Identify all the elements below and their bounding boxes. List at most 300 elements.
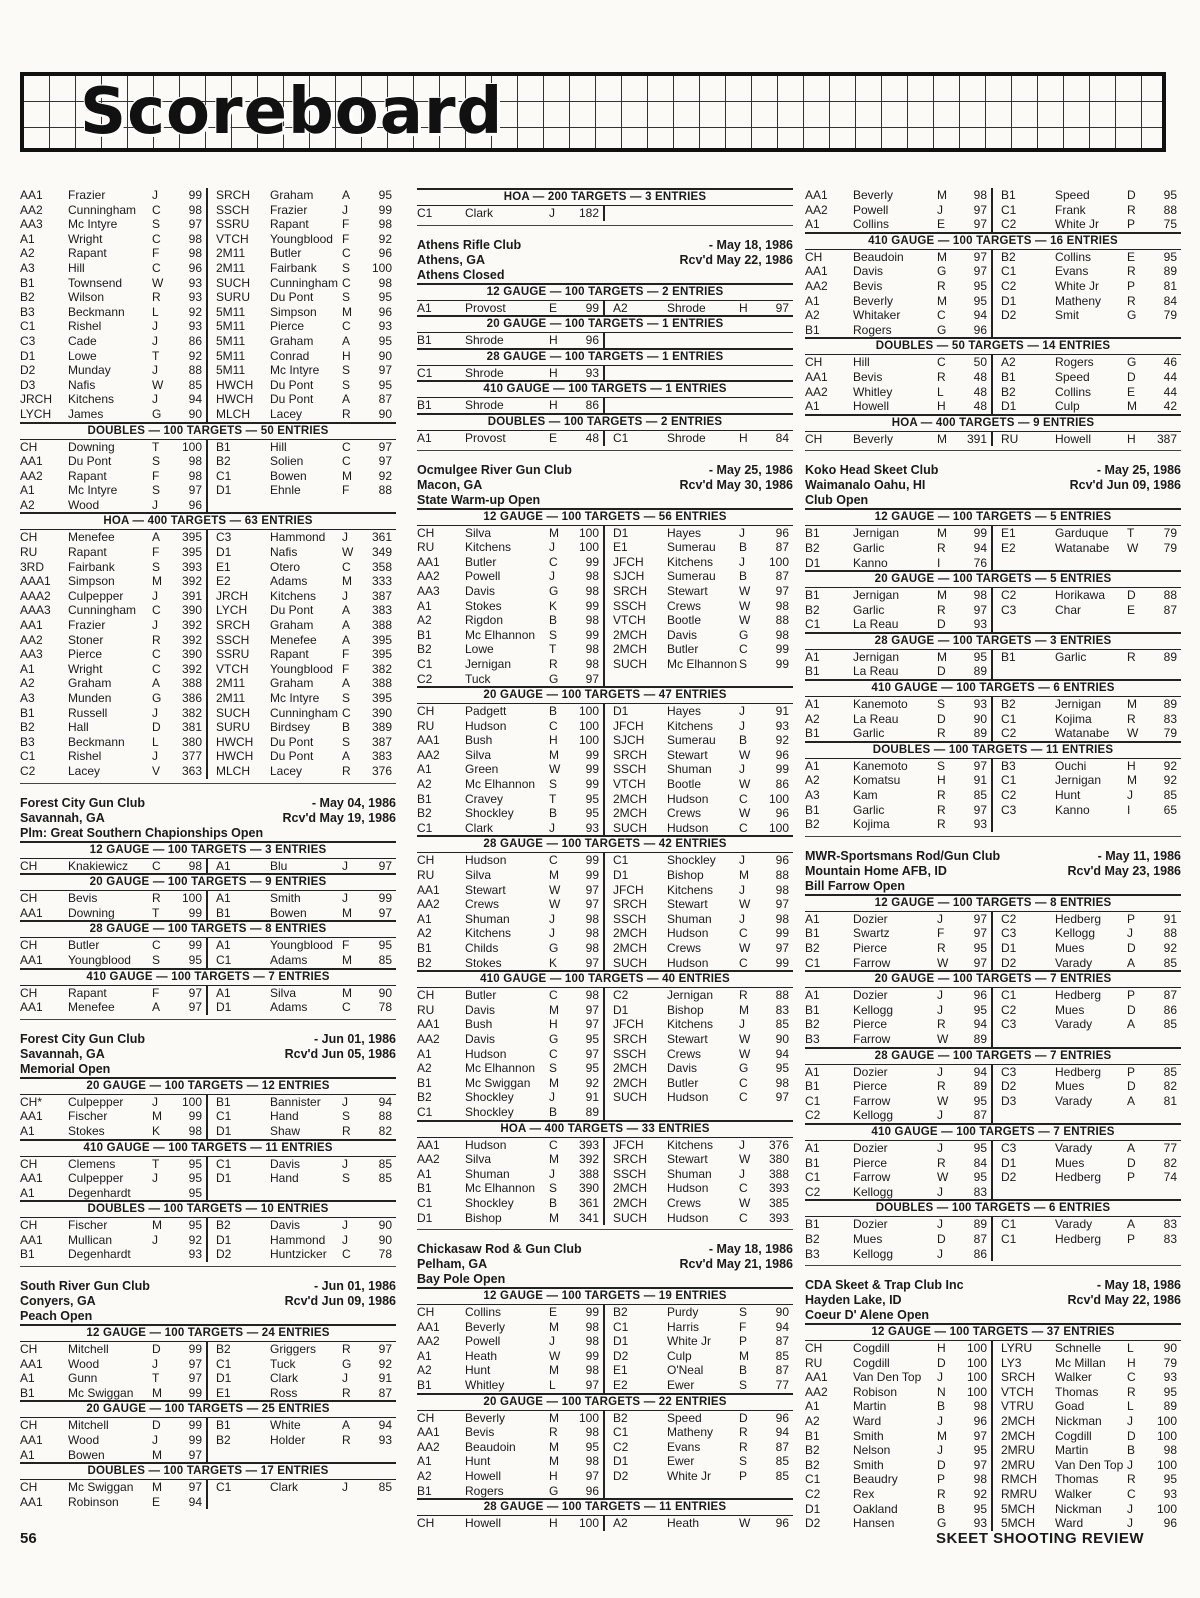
shooter-initial: C <box>152 202 161 217</box>
event-heading: 410 GAUGE — 100 TARGETS — 40 ENTRIES <box>417 970 793 988</box>
shooter-initial: L <box>937 384 944 399</box>
shooter-name: Butler <box>667 642 699 657</box>
shooter-initial: R <box>549 656 558 671</box>
table-row <box>20 1357 396 1372</box>
table-row <box>417 733 793 748</box>
table-row <box>805 926 1181 941</box>
score: 77 <box>1163 1140 1177 1155</box>
score: 99 <box>188 938 202 953</box>
table-row <box>20 603 396 618</box>
shooter-name: Garlic <box>853 540 885 555</box>
shooter-name: Frazier <box>68 188 106 202</box>
score: 99 <box>585 777 599 792</box>
result-left <box>417 912 605 927</box>
result-right <box>993 650 1181 665</box>
shooter-initial: S <box>342 1109 351 1124</box>
shooter-initial: C <box>342 275 351 290</box>
result-right <box>208 363 396 378</box>
shooter-name: Dozier <box>853 1140 888 1155</box>
table-row <box>805 697 1181 712</box>
class-code <box>613 672 667 687</box>
result-right <box>993 617 1181 632</box>
table-row <box>20 986 396 1001</box>
shooter-name: Varady <box>1055 1140 1093 1155</box>
table-row <box>805 817 1181 832</box>
shooter-initial: C <box>549 718 558 733</box>
result-left <box>20 1000 208 1015</box>
class-code: E2 <box>1001 540 1016 555</box>
column-3 <box>805 188 1181 1531</box>
shooter-name: Kitchens <box>667 718 714 733</box>
shooter-initial: H <box>549 333 558 348</box>
class-code: AAA1 <box>20 574 51 589</box>
class-code: HWCH <box>216 734 254 749</box>
shooter-initial <box>342 1448 364 1463</box>
shooter-name <box>1055 664 1127 679</box>
shooter-initial: S <box>152 952 161 967</box>
class-code: CH <box>417 1305 435 1320</box>
class-code: 2MCH <box>1001 1414 1036 1429</box>
result-left <box>20 349 208 364</box>
class-code: C2 <box>1001 1002 1017 1017</box>
result-left <box>20 938 208 953</box>
shooter-name: Birdsey <box>270 720 311 735</box>
shooter-initial: C <box>549 1046 558 1061</box>
class-code: SJCH <box>613 733 645 748</box>
shooter-initial: F <box>152 468 160 483</box>
shooter-initial: S <box>739 1454 748 1469</box>
club-header <box>805 463 1181 508</box>
result-left <box>805 541 993 556</box>
class-code <box>216 498 270 513</box>
class-code: C1 <box>417 820 433 835</box>
score: 388 <box>181 676 202 691</box>
score: 395 <box>371 632 392 647</box>
shooter-initial: J <box>739 882 745 897</box>
shooter-name: Shockley <box>465 806 514 821</box>
result-right <box>208 1233 396 1248</box>
shooter-name: Varady <box>1055 1217 1093 1232</box>
table-row <box>20 1095 396 1110</box>
score: 95 <box>1163 1472 1177 1487</box>
table-row <box>20 1247 396 1262</box>
shooter-name: Dozier <box>853 1064 888 1079</box>
shooter-initial: R <box>937 802 946 817</box>
class-code: CH <box>417 704 435 719</box>
shooter-name: Cunningham <box>270 705 339 720</box>
class-code: CH <box>20 1480 38 1495</box>
class-code: LYCH <box>216 603 248 618</box>
shooter-name: Shaw <box>270 1123 301 1138</box>
shooter-initial: J <box>739 718 745 733</box>
class-code: CH <box>417 853 435 868</box>
shooter-initial: T <box>1127 526 1135 541</box>
shooter-initial: S <box>549 1181 558 1196</box>
result-left <box>20 305 208 320</box>
result-right <box>993 1341 1181 1356</box>
club-line <box>805 1293 1181 1308</box>
score: 90 <box>378 1218 392 1233</box>
score: 95 <box>585 1439 599 1454</box>
shooter-initial: J <box>152 705 158 720</box>
shooter-name: Bishop <box>465 1210 502 1225</box>
table-row <box>417 868 793 883</box>
shooter-initial: W <box>1127 540 1139 555</box>
result-right <box>605 748 793 763</box>
event-heading: 28 GAUGE — 100 TARGETS — 1 ENTRIES <box>417 348 793 366</box>
class-code: SRCH <box>613 583 648 598</box>
result-right <box>208 603 396 618</box>
event-heading: 12 GAUGE — 100 TARGETS — 8 ENTRIES <box>805 894 1181 912</box>
shooter-name: Wright <box>68 231 103 246</box>
club-line <box>417 478 793 493</box>
shooter-initial: R <box>342 1433 351 1448</box>
club-line <box>805 493 1181 508</box>
event-heading: DOUBLES — 100 TARGETS — 6 ENTRIES <box>805 1199 1181 1217</box>
event-heading: 20 GAUGE — 100 TARGETS — 47 ENTRIES <box>417 686 793 704</box>
shooter-initial: J <box>152 1232 158 1247</box>
club-name: Ocmulgee River Gun Club <box>417 462 572 477</box>
section-end-rule <box>805 446 1181 451</box>
table-row <box>20 1342 396 1357</box>
score: 393 <box>768 1210 789 1225</box>
score: 89 <box>973 726 987 741</box>
score: 87 <box>775 1334 789 1349</box>
result-left <box>417 569 605 584</box>
result-left <box>20 906 208 921</box>
result-right <box>208 1124 396 1139</box>
result-left <box>417 1516 605 1531</box>
class-code: C1 <box>216 468 232 483</box>
class-code: AA2 <box>417 747 440 762</box>
score: 100 <box>1156 1457 1177 1472</box>
class-code: C3 <box>1001 1140 1017 1155</box>
shooter-initial: R <box>1127 1384 1136 1399</box>
shooter-name: Hand <box>270 1171 299 1186</box>
result-left <box>805 588 993 603</box>
shooter-initial: W <box>342 545 354 560</box>
shooter-name <box>1055 1108 1127 1123</box>
shooter-initial: C <box>342 454 351 469</box>
shooter-initial: A <box>1127 1017 1136 1032</box>
score: 87 <box>973 1108 987 1123</box>
result-right <box>208 764 396 779</box>
table-row <box>20 574 396 589</box>
shooter-name: Kitchens <box>667 554 714 569</box>
shooter-initial: E <box>152 1494 161 1509</box>
result-left <box>805 988 993 1003</box>
result-right <box>993 956 1181 971</box>
result-left <box>417 777 605 792</box>
shooter-name: Hunt <box>465 1363 491 1378</box>
class-code: VTRU <box>1001 1399 1034 1414</box>
event-heading: 12 GAUGE — 100 TARGETS — 19 ENTRIES <box>417 1287 793 1305</box>
shooter-initial: J <box>739 762 745 777</box>
shooter-initial: R <box>937 278 946 293</box>
shooter-initial <box>1127 323 1149 338</box>
class-code: LYRU <box>1001 1341 1033 1356</box>
table-row <box>417 613 793 628</box>
score: 85 <box>378 1171 392 1186</box>
result-left <box>805 1247 993 1262</box>
result-right <box>993 217 1181 232</box>
shooter-name: Crews <box>667 1195 702 1210</box>
shooter-name: Rapant <box>68 545 107 560</box>
shooter-initial: E <box>549 430 558 445</box>
shooter-initial: J <box>342 1156 348 1171</box>
shooter-initial: S <box>342 290 351 305</box>
result-right <box>993 1065 1181 1080</box>
magazine-name: SKEET SHOOTING REVIEW <box>935 1530 1144 1547</box>
received-date: Rcv'd May 21, 1986 <box>679 1257 793 1272</box>
shooter-name: Fairbank <box>68 559 115 574</box>
score: 97 <box>973 758 987 773</box>
shooter-name: Dozier <box>853 911 888 926</box>
table-row <box>20 560 396 575</box>
class-code: C1 <box>1001 773 1017 788</box>
shooter-initial: M <box>937 431 947 446</box>
club-header <box>20 1279 396 1324</box>
shooter-initial: J <box>342 1218 348 1233</box>
shooter-name: Mc Intyre <box>270 691 320 705</box>
result-right <box>208 246 396 261</box>
score <box>1149 617 1181 632</box>
result-right <box>993 697 1181 712</box>
score: 385 <box>768 1195 789 1210</box>
shooter-initial: R <box>152 891 161 906</box>
shoot-date: - May 18, 1986 <box>708 237 793 252</box>
class-code: C3 <box>1001 1017 1017 1032</box>
score: 97 <box>378 905 392 920</box>
class-code: A1 <box>805 217 820 232</box>
class-code: AA1 <box>20 188 43 202</box>
shooter-initial: S <box>152 217 161 232</box>
result-left <box>805 1170 993 1185</box>
result-right <box>605 1440 793 1455</box>
shooter-initial: J <box>342 858 348 873</box>
score: 100 <box>1156 1414 1177 1429</box>
score: 97 <box>973 602 987 617</box>
result-left <box>417 657 605 672</box>
score: 89 <box>973 1079 987 1094</box>
result-right <box>208 574 396 589</box>
shooter-initial: H <box>549 1017 558 1032</box>
club-line <box>417 493 793 508</box>
club-line <box>805 463 1181 478</box>
shooter-initial: M <box>1127 697 1137 712</box>
table-row <box>805 664 1181 679</box>
class-code: AA1 <box>417 1319 440 1334</box>
result-right <box>208 891 396 906</box>
result-left <box>417 883 605 898</box>
score: 93 <box>188 1247 202 1262</box>
shooter-name: Sumerau <box>667 540 716 555</box>
shooter-name: Butler <box>465 554 497 569</box>
score: 83 <box>1163 1231 1177 1246</box>
class-code: AA1 <box>20 1433 43 1448</box>
class-code: B2 <box>805 817 820 832</box>
class-code: A1 <box>20 1185 35 1200</box>
shooter-initial: C <box>152 661 161 676</box>
table-row <box>805 385 1181 400</box>
class-code: D1 <box>805 1501 821 1516</box>
score: 100 <box>578 733 599 748</box>
shooter-initial: T <box>152 439 160 454</box>
shooter-initial: M <box>152 1447 162 1462</box>
table-row <box>805 1185 1181 1200</box>
table-row <box>20 392 396 407</box>
shooter-initial: M <box>937 249 947 264</box>
shooter-name: Varady <box>1055 955 1093 970</box>
class-code: A1 <box>417 598 432 613</box>
table-row <box>417 1349 793 1364</box>
class-code <box>1001 556 1055 571</box>
score: 87 <box>775 569 789 584</box>
shooter-name: Lacey <box>270 763 303 778</box>
result-right <box>993 712 1181 727</box>
shooter-initial: C <box>549 988 558 1003</box>
table-row <box>805 1443 1181 1458</box>
class-code: D3 <box>1001 1093 1017 1108</box>
class-code: D1 <box>1001 293 1017 308</box>
table-row <box>417 1484 793 1499</box>
shooter-initial: R <box>937 1487 946 1502</box>
shooter-name <box>667 366 739 381</box>
shooter-name: Simpson <box>68 574 115 589</box>
result-left <box>417 1425 605 1440</box>
score: 97 <box>973 202 987 217</box>
shoot-date: - May 18, 1986 <box>708 1242 793 1257</box>
class-code: D1 <box>613 525 629 540</box>
shooter-initial: M <box>1127 399 1137 414</box>
score: 100 <box>768 791 789 806</box>
class-code <box>613 206 667 221</box>
shooter-name: Wood <box>68 497 100 512</box>
result-right <box>605 1516 793 1531</box>
page-number: 56 <box>20 1530 37 1547</box>
table-row <box>805 1217 1181 1232</box>
result-left <box>20 1157 208 1172</box>
shooter-initial: A <box>342 603 351 618</box>
shooter-name: Mc Elhannon <box>465 627 536 642</box>
shooter-name: Holder <box>270 1433 306 1448</box>
score: 93 <box>1163 1370 1177 1385</box>
score: 92 <box>1163 773 1177 788</box>
score: 99 <box>585 868 599 883</box>
shooter-initial: W <box>739 1046 751 1061</box>
shooter-name: Ward <box>1055 1516 1084 1531</box>
shooter-initial: F <box>342 217 350 232</box>
table-row <box>417 988 793 1003</box>
shooter-name: Whitley <box>853 384 893 399</box>
table-row <box>417 301 793 316</box>
table-row <box>805 1458 1181 1473</box>
result-left <box>805 1356 993 1371</box>
score: 90 <box>378 348 392 363</box>
shooter-initial: C <box>1127 1370 1136 1385</box>
shooter-initial: B <box>1127 1443 1136 1458</box>
event-heading: 20 GAUGE — 100 TARGETS — 12 ENTRIES <box>20 1077 396 1095</box>
shooter-name: Kam <box>853 788 878 803</box>
table-row <box>805 617 1181 632</box>
class-code: AA1 <box>20 1171 43 1186</box>
shooter-initial <box>739 206 761 221</box>
class-code: B1 <box>417 1483 432 1498</box>
shooter-initial: R <box>152 290 161 305</box>
class-code: A1 <box>417 911 432 926</box>
score: 98 <box>188 231 202 246</box>
class-code: 2MCH <box>613 1181 648 1196</box>
score: 94 <box>973 1017 987 1032</box>
result-left <box>805 759 993 774</box>
class-code: A1 <box>417 1454 432 1469</box>
shooter-name: Butler <box>667 1075 699 1090</box>
score <box>761 672 793 687</box>
shooter-name: Du Pont <box>68 454 112 469</box>
score: 83 <box>1163 711 1177 726</box>
class-code: D2 <box>1001 308 1017 323</box>
score: 86 <box>585 398 599 413</box>
shooter-initial: H <box>739 430 748 445</box>
score <box>364 1448 396 1463</box>
table-row <box>20 1495 396 1510</box>
class-code <box>216 1186 270 1201</box>
shooter-initial: H <box>549 1516 558 1531</box>
class-code: RU <box>417 868 435 883</box>
score: 92 <box>973 1487 987 1502</box>
shooter-name: Wood <box>68 1356 100 1371</box>
class-code: HWCH <box>216 377 254 392</box>
class-code: D2 <box>613 1348 629 1363</box>
shooter-name: Varady <box>1055 1093 1093 1108</box>
shooter-initial: C <box>152 938 161 953</box>
scoreboard-banner <box>20 72 1166 152</box>
shooter-initial: W <box>1127 726 1139 741</box>
shooter-name: Nafis <box>270 545 298 560</box>
result-left <box>20 545 208 560</box>
shooter-initial: C <box>549 853 558 868</box>
club-line <box>20 1279 396 1294</box>
club-header <box>417 238 793 283</box>
shooter-name: Childs <box>465 941 499 955</box>
result-left <box>805 1094 993 1109</box>
table-row <box>20 676 396 691</box>
class-code: B1 <box>417 941 432 955</box>
class-code <box>613 366 667 381</box>
score: 89 <box>973 1217 987 1232</box>
class-code: A3 <box>20 691 35 705</box>
score: 98 <box>775 911 789 926</box>
score: 96 <box>378 304 392 319</box>
shooter-initial: A <box>152 530 161 545</box>
result-left <box>20 440 208 455</box>
score: 50 <box>973 355 987 370</box>
result-left <box>805 1370 993 1385</box>
class-code: CH <box>20 891 38 906</box>
score: 85 <box>1163 1017 1177 1032</box>
score: 86 <box>973 1246 987 1261</box>
result-left <box>805 617 993 632</box>
score <box>364 1495 396 1510</box>
shooter-initial: W <box>739 1195 751 1210</box>
shooter-initial <box>1127 556 1149 571</box>
result-left <box>805 526 993 541</box>
score: 96 <box>775 806 789 821</box>
shooter-name: Hudson <box>667 820 709 835</box>
score: 98 <box>585 613 599 628</box>
shooter-name <box>667 672 739 687</box>
shooter-initial: B <box>739 540 748 555</box>
